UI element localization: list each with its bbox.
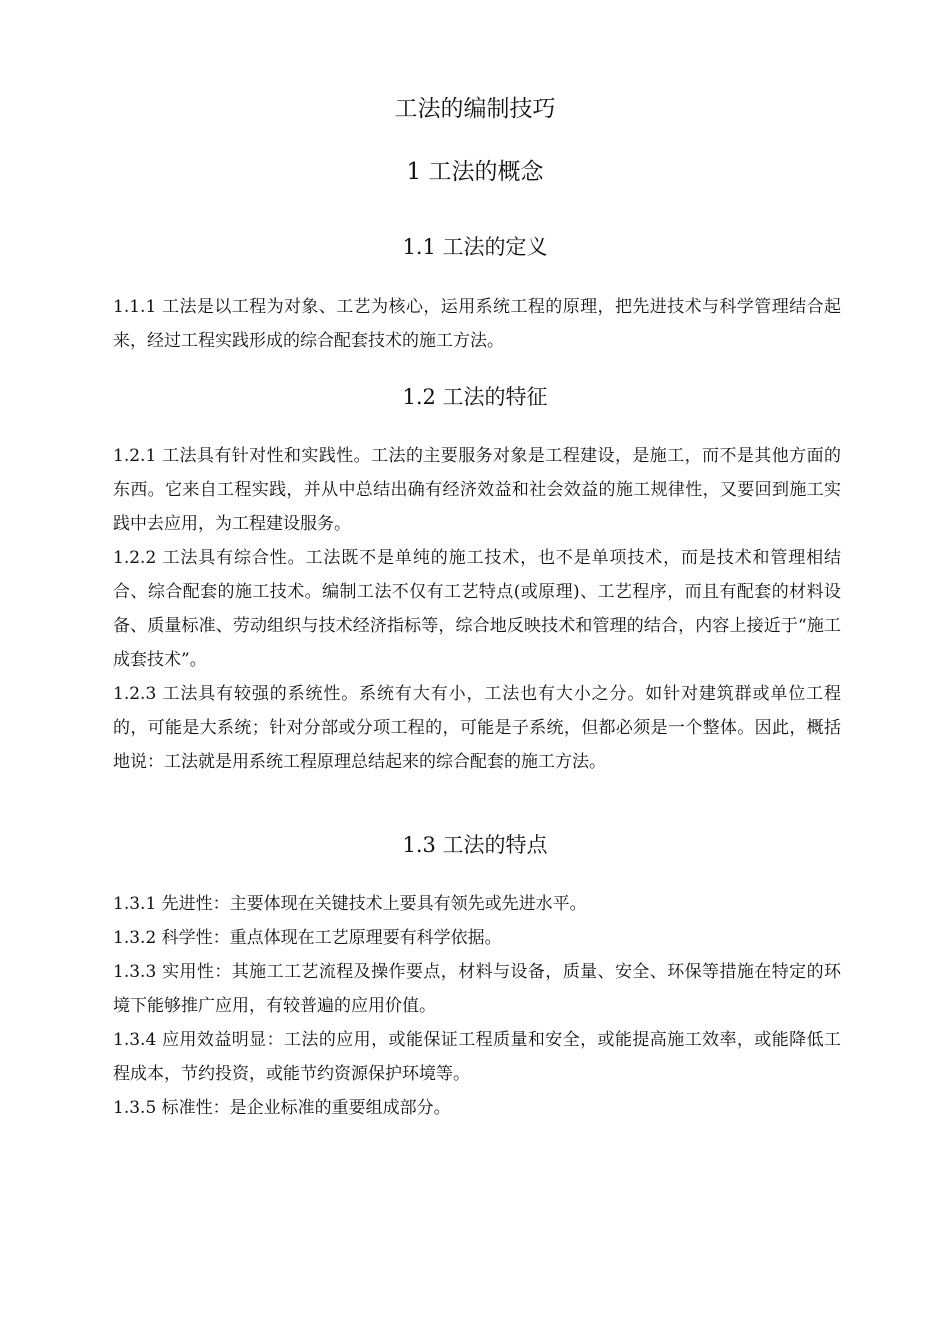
paragraph-1-3-1: 1.3.1 先进性：主要体现在关键技术上要具有领先或先进水平。	[113, 894, 587, 914]
subsection-heading-1-3: 1.3 工法的特点	[402, 833, 548, 857]
subsection-heading-1-2: 1.2 工法的特征	[402, 385, 548, 409]
paragraph-1-3-4: 1.3.4 应用效益明显：工法的应用，或能保证工程质量和安全，或能提高施工效率，或能降低工程成本，节约投资，或能节约资源保护环境等。	[113, 1030, 841, 1084]
paragraph-1-3-5: 1.3.5 标准性：是企业标准的重要组成部分。	[113, 1098, 451, 1118]
paragraph-1-3-2: 1.3.2 科学性：重点体现在工艺原理要有科学依据。	[113, 928, 502, 948]
paragraph-1-2-3: 1.2.3 工法具有较强的系统性。系统有大有小，工法也有大小之分。如针对建筑群或单位工程的，可能是大系统；针对分部或分项工程的，可能是子系统，但都必须是一个整体。因此，概括地说：工法就是用系统工程原理总结起来的综合配套的施工方法。	[113, 684, 841, 772]
subsection-body-1-3	[113, 887, 841, 1125]
paragraph-1-1-1: 1.1.1 工法是以工程为对象、工艺为核心，运用系统工程的原理，把先进技术与科学管理结合起来，经过工程实践形成的综合配套技术的施工方法。	[113, 297, 841, 351]
section-heading-1: 1 工法的概念	[406, 159, 544, 185]
paragraph-1-2-1: 1.2.1 工法具有针对性和实践性。工法的主要服务对象是工程建设，是施工，而不是其他方面的东西。它来自工程实践，并从中总结出确有经济效益和社会效益的施工规律性，又要回到施工实践中去应用，为工程建设服务。	[113, 446, 841, 534]
subsection-body-1-1	[113, 290, 841, 358]
paragraph-1-2-2: 1.2.2 工法具有综合性。工法既不是单纯的施工技术，也不是单项技术，而是技术和管理相结合、综合配套的施工技术。编制工法不仅有工艺特点(或原理)、工艺程序，而且有配套的材料设备、质量标准、劳动组织与技术经济指标等，综合地反映技术和管理的结合，内容上接近于“施工成套技术”。	[113, 548, 841, 670]
subsection-heading-1-1: 1.1 工法的定义	[402, 235, 548, 259]
subsection-body-1-2	[113, 439, 841, 779]
paragraph-1-3-3: 1.3.3 实用性：其施工工艺流程及操作要点，材料与设备，质量、安全、环保等措施在特定的环境下能够推广应用，有较普遍的应用价值。	[113, 962, 841, 1016]
document-title: 工法的编制技巧	[394, 96, 556, 122]
